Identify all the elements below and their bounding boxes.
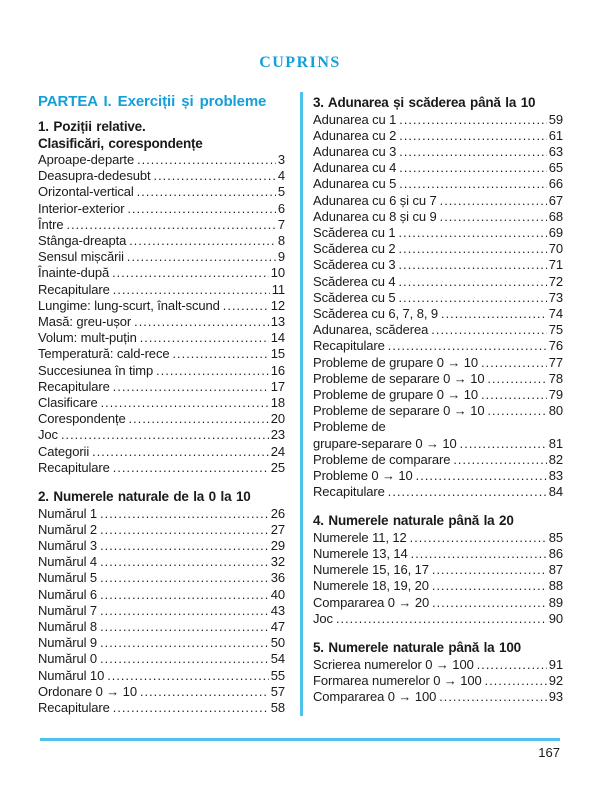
dot-leader: [399, 241, 547, 257]
dot-leader: [113, 700, 269, 716]
section-heading: 1. Poziții relative.: [38, 119, 146, 134]
toc-entry: [313, 241, 563, 257]
section-heading: Clasificări, corespondențe: [38, 135, 203, 151]
toc-entry-page: 82: [548, 451, 563, 467]
toc-entry-page: 85: [548, 529, 563, 545]
dot-leader: [100, 635, 269, 651]
toc-entry-page: 83: [548, 467, 563, 483]
column-divider-rule: [300, 92, 303, 716]
toc-entry-page: 50: [270, 635, 285, 651]
toc-entry-page: 90: [548, 610, 563, 626]
toc-entry-label: Probleme de comparare: [313, 451, 451, 467]
toc-entry: [38, 217, 285, 233]
toc-entry-label: Numărul 4: [38, 554, 98, 570]
toc-entry-page: 71: [548, 257, 563, 273]
toc-entry: [38, 427, 285, 443]
dot-leader: [92, 444, 269, 460]
toc-entry-label: Clasificare: [38, 395, 98, 411]
toc-entry-label: Probleme de grupare 0 → 10: [313, 354, 479, 370]
toc-entry-page: 57: [270, 683, 285, 699]
toc-entry: [313, 436, 563, 452]
toc-entry: [313, 546, 563, 562]
toc-entry: [38, 460, 285, 476]
dot-leader: [460, 436, 547, 452]
dot-leader: [481, 387, 547, 403]
dot-leader: [399, 112, 546, 128]
page-title: CUPRINS: [259, 54, 341, 71]
toc-entry-page: 9: [277, 249, 285, 265]
toc-columns: [38, 92, 563, 716]
toc-entry-page: 78: [548, 370, 563, 386]
toc-entry: [38, 265, 285, 281]
toc-entry-page: 66: [548, 176, 563, 192]
toc-entry: [38, 635, 285, 651]
toc-entry-page: 69: [548, 224, 563, 240]
toc-entry-page: 73: [548, 289, 563, 305]
toc-entry-page: 16: [270, 362, 285, 378]
toc-entry-page: 26: [270, 505, 285, 521]
toc-entry-page: 80: [548, 403, 563, 419]
toc-entry: [313, 322, 563, 338]
toc-entry: [38, 363, 285, 379]
dot-leader: [100, 570, 269, 586]
toc-entry: [313, 611, 563, 627]
toc-entry-page: 67: [548, 192, 563, 208]
dot-leader: [107, 668, 269, 684]
toc-entry-page: 4: [277, 168, 285, 184]
dot-leader: [156, 363, 269, 379]
toc-entry: [38, 379, 285, 395]
dot-leader: [127, 201, 275, 217]
dot-leader: [388, 484, 547, 500]
toc-entry-label: Adunarea cu 6 și cu 7: [313, 192, 437, 208]
toc-entry: [313, 160, 563, 176]
dot-leader: [399, 290, 547, 306]
toc-entry-page: 32: [270, 554, 285, 570]
toc-entry-page: 55: [270, 667, 285, 683]
dot-leader: [223, 298, 269, 314]
toc-entry-label: Numărul 7: [38, 602, 98, 618]
toc-entry: [38, 346, 285, 362]
toc-entry-label: Scăderea cu 6, 7, 8, 9: [313, 305, 438, 321]
toc-entry: [313, 657, 563, 673]
toc-entry-page: 8: [277, 233, 285, 249]
toc-entry-label: Sensul mișcării: [38, 249, 124, 265]
toc-entry-label: Scăderea cu 1: [313, 224, 396, 240]
toc-entry-label: Ordonare 0 → 10: [38, 683, 137, 699]
toc-entry: [38, 570, 285, 586]
toc-entry: [313, 530, 563, 546]
toc-entry-label: Categorii: [38, 443, 90, 459]
toc-entry-page: 92: [548, 672, 563, 688]
dot-leader: [154, 168, 276, 184]
section-heading: 4. Numerele naturale până la 20: [313, 513, 514, 529]
toc-entry-page: 59: [548, 111, 563, 127]
toc-entry-label: Probleme de: [313, 419, 386, 435]
toc-entry-label: Adunarea cu 2: [313, 127, 397, 143]
dot-leader: [399, 144, 546, 160]
toc-entry-label: Adunarea cu 3: [313, 143, 397, 159]
toc-entry-page: 12: [270, 297, 285, 313]
toc-entry: [313, 112, 563, 128]
toc-entry-page: 91: [548, 656, 563, 672]
dot-leader: [172, 346, 268, 362]
footer-rule: [40, 738, 560, 741]
toc-entry-label: Adunarea cu 4: [313, 160, 397, 176]
toc-entry: [313, 578, 563, 594]
dot-leader: [100, 587, 269, 603]
toc-entry-label: Adunarea cu 1: [313, 111, 397, 127]
toc-entry-page: 43: [270, 602, 285, 618]
toc-entry: [38, 506, 285, 522]
toc-entry-page: 81: [548, 435, 563, 451]
dot-leader: [113, 460, 269, 476]
toc-entry-page: 24: [270, 443, 285, 459]
toc-entry: [38, 152, 285, 168]
toc-entry-page: 25: [270, 459, 285, 475]
toc-entry: [38, 603, 285, 619]
toc-section: [313, 95, 563, 500]
toc-entry-label: Corespondențe: [38, 411, 126, 427]
toc-entry-label: Formarea numerelor 0 → 100: [313, 672, 482, 688]
toc-entry: [38, 444, 285, 460]
toc-entry-label: Numărul 5: [38, 570, 98, 586]
toc-entry: [38, 395, 285, 411]
dot-leader: [487, 371, 546, 387]
toc-entry-page: 68: [548, 208, 563, 224]
toc-entry-label: Succesiunea în timp: [38, 362, 154, 378]
toc-entry-label: Numărul 9: [38, 635, 98, 651]
dot-leader: [440, 209, 547, 225]
dot-leader: [399, 160, 546, 176]
dot-leader: [487, 403, 546, 419]
toc-entry-page: 61: [548, 127, 563, 143]
toc-entry-label: Compararea 0 → 20: [313, 594, 430, 610]
toc-entry-page: 75: [548, 322, 563, 338]
toc-entry-label: Recapitulare: [313, 338, 385, 354]
toc-entry-label: Recapitulare: [313, 484, 385, 500]
toc-entry: [313, 274, 563, 290]
toc-entry: [313, 419, 563, 435]
dot-leader: [61, 427, 269, 443]
toc-entry: [313, 209, 563, 225]
toc-entry-page: 23: [270, 427, 285, 443]
toc-entry-page: 88: [548, 578, 563, 594]
dot-leader: [431, 322, 546, 338]
toc-entry-label: Înainte-după: [38, 265, 110, 281]
toc-entry-page: 65: [548, 160, 563, 176]
toc-entry-page: 5: [277, 184, 285, 200]
dot-leader: [416, 468, 547, 484]
dot-leader: [388, 338, 547, 354]
toc-entry-label: Temperatură: cald-rece: [38, 346, 170, 362]
toc-entry: [313, 484, 563, 500]
dot-leader: [112, 265, 269, 281]
toc-entry: [38, 619, 285, 635]
dot-leader: [100, 651, 269, 667]
toc-section: [313, 640, 563, 705]
toc-entry-page: 10: [270, 265, 285, 281]
toc-entry-page: 3: [277, 152, 285, 167]
dot-leader: [410, 530, 547, 546]
toc-entry-label: Interior-exterior: [38, 200, 125, 216]
toc-entry-page: 72: [548, 273, 563, 289]
toc-entry-label: Volum: mult-puțin: [38, 330, 137, 346]
toc-entry: [38, 522, 285, 538]
toc-entry-label: Numărul 10: [38, 667, 105, 683]
dot-leader: [432, 562, 547, 578]
toc-entry-page: 47: [270, 618, 285, 634]
toc-entry-page: 6: [277, 200, 285, 216]
toc-entry-label: Probleme de grupare 0 → 10: [313, 386, 479, 402]
dot-leader: [137, 152, 276, 168]
toc-entry-page: 20: [270, 411, 285, 427]
toc-entry-page: 54: [270, 651, 285, 667]
dot-leader: [399, 274, 547, 290]
toc-entry-label: Stânga-dreapta: [38, 233, 127, 249]
toc-entry-page: 84: [548, 484, 563, 500]
dot-leader: [399, 176, 546, 192]
toc-entry-label: Orizontal-vertical: [38, 184, 134, 200]
toc-entry-page: 89: [548, 594, 563, 610]
toc-entry: [38, 668, 285, 684]
toc-entry-label: Joc: [38, 427, 58, 443]
toc-entry-page: 17: [270, 378, 285, 394]
dot-leader: [453, 452, 546, 468]
dot-leader: [477, 657, 547, 673]
dot-leader: [100, 538, 269, 554]
toc-entry: [38, 554, 285, 570]
toc-entry: [38, 298, 285, 314]
toc-entry-label: Scrierea numerelor 0 → 100: [313, 656, 474, 672]
toc-entry: [38, 249, 285, 265]
toc-entry: [38, 651, 285, 667]
toc-entry-label: Numărul 1: [38, 505, 98, 521]
toc-entry: [313, 452, 563, 468]
toc-entry-page: 79: [548, 386, 563, 402]
toc-entry-page: 40: [270, 586, 285, 602]
toc-entry-label: Numerele 13, 14: [313, 546, 408, 562]
dot-leader: [399, 257, 547, 273]
dot-leader: [113, 379, 269, 395]
section-heading: 2. Numerele naturale de la 0 la 10: [38, 489, 251, 505]
toc-entry-page: 29: [270, 537, 285, 553]
toc-entry-label: Recapitulare: [38, 459, 110, 475]
toc-entry-label: Numărul 6: [38, 586, 98, 602]
section-heading: 5. Numerele naturale până la 100: [313, 640, 521, 656]
toc-entry: [38, 330, 285, 346]
toc-entry-page: 87: [548, 562, 563, 578]
toc-entry-page: 15: [270, 346, 285, 362]
toc-entry-label: Numărul 0: [38, 651, 98, 667]
toc-entry-page: 36: [270, 570, 285, 586]
dot-leader: [439, 689, 547, 705]
dot-leader: [134, 314, 269, 330]
toc-entry: [313, 689, 563, 705]
toc-entry: [313, 673, 563, 689]
dot-leader: [411, 546, 547, 562]
toc-right-column: [313, 92, 563, 716]
dot-leader: [100, 603, 269, 619]
dot-leader: [137, 184, 276, 200]
toc-entry-label: Lungime: lung-scurt, înalt-scund: [38, 297, 220, 313]
toc-entry-label: Scăderea cu 3: [313, 257, 396, 273]
toc-entry: [38, 538, 285, 554]
toc-entry: [313, 595, 563, 611]
toc-entry-label: Probleme de separare 0 → 10: [313, 403, 485, 419]
toc-entry: [313, 176, 563, 192]
toc-entry-page: 13: [270, 314, 285, 330]
toc-entry: [38, 184, 285, 200]
toc-entry: [313, 257, 563, 273]
toc-entry-label: Recapitulare: [38, 281, 110, 297]
toc-entry-page: 7: [277, 216, 285, 232]
dot-leader: [113, 282, 270, 298]
toc-entry-page: 14: [270, 330, 285, 346]
dot-leader: [432, 595, 547, 611]
toc-entry: [313, 371, 563, 387]
toc-entry: [38, 411, 285, 427]
dot-leader: [129, 233, 276, 249]
toc-entry-label: Numerele 15, 16, 17: [313, 562, 429, 578]
toc-entry-page: 76: [548, 338, 563, 354]
toc-entry-label: Scăderea cu 4: [313, 273, 396, 289]
toc-entry-label: Scăderea cu 5: [313, 289, 396, 305]
toc-entry-page: 11: [271, 281, 285, 297]
toc-entry-page: 58: [270, 700, 285, 715]
toc-section: [38, 119, 285, 476]
toc-entry: [313, 562, 563, 578]
dot-leader: [441, 306, 547, 322]
toc-entry-label: Adunarea cu 8 și cu 9: [313, 208, 437, 224]
toc-entry-label: Deasupra-dedesubt: [38, 168, 151, 184]
part-heading: PARTEA I. Exerciții și probleme: [38, 93, 267, 110]
toc-entry-label: Compararea 0 → 100: [313, 689, 437, 704]
dot-leader: [100, 522, 269, 538]
toc-entry-label: grupare-separare 0 → 10: [313, 435, 457, 451]
toc-entry: [313, 144, 563, 160]
toc-entry-label: Între: [38, 216, 64, 232]
toc-entry: [313, 387, 563, 403]
dot-leader: [399, 225, 547, 241]
toc-entry: [313, 128, 563, 144]
toc-entry-label: Aproape-departe: [38, 152, 135, 167]
dot-leader: [140, 684, 269, 700]
toc-entry-page: 74: [548, 305, 563, 321]
dot-leader: [440, 193, 547, 209]
dot-leader: [432, 578, 547, 594]
toc-entry: [38, 684, 285, 700]
toc-entry-label: Probleme 0 → 10: [313, 467, 413, 483]
toc-entry: [313, 306, 563, 322]
dot-leader: [101, 395, 269, 411]
toc-entry-label: Numerele 18, 19, 20: [313, 578, 429, 594]
toc-entry-label: Adunarea, scăderea: [313, 322, 429, 338]
toc-entry-page: 77: [548, 354, 563, 370]
toc-entry: [38, 700, 285, 716]
toc-entry: [38, 282, 285, 298]
toc-entry-label: Masă: greu-ușor: [38, 314, 132, 330]
dot-leader: [67, 217, 276, 233]
toc-entry-label: Recapitulare: [38, 378, 110, 394]
dot-leader: [100, 619, 269, 635]
toc-entry-page: 27: [270, 521, 285, 537]
toc-entry: [313, 290, 563, 306]
section-heading: 3. Adunarea și scăderea până la 10: [313, 95, 536, 110]
toc-entry-page: 86: [548, 546, 563, 562]
toc-entry-page: 70: [548, 241, 563, 257]
toc-entry-label: Recapitulare: [38, 700, 110, 715]
dot-leader: [140, 330, 269, 346]
page-number: 167: [538, 745, 560, 760]
toc-entry-label: Scăderea cu 2: [313, 241, 396, 257]
toc-entry-label: Numerele 11, 12: [313, 529, 407, 545]
dot-leader: [485, 673, 547, 689]
toc-entry-page: 63: [548, 143, 563, 159]
toc-section: [38, 489, 285, 716]
toc-entry-label: Numărul 2: [38, 521, 98, 537]
dot-leader: [100, 554, 269, 570]
dot-leader: [481, 355, 547, 371]
toc-entry-label: Probleme de separare 0 → 10: [313, 370, 485, 386]
toc-entry-label: Adunarea cu 5: [313, 176, 397, 192]
dot-leader: [127, 249, 276, 265]
toc-section: [313, 513, 563, 627]
toc-entry-label: Numărul 8: [38, 618, 98, 634]
toc-entry-page: 93: [548, 689, 563, 704]
dot-leader: [336, 611, 547, 627]
toc-entry: [38, 201, 285, 217]
toc-entry: [313, 468, 563, 484]
toc-entry: [38, 233, 285, 249]
toc-entry-page: 18: [270, 395, 285, 411]
toc-entry: [38, 168, 285, 184]
toc-left-column: [38, 92, 285, 716]
toc-entry: [38, 587, 285, 603]
toc-entry: [313, 225, 563, 241]
toc-entry-label: Numărul 3: [38, 537, 98, 553]
toc-entry: [38, 314, 285, 330]
toc-entry: [313, 403, 563, 419]
toc-entry-label: Joc: [313, 610, 333, 626]
toc-entry: [313, 355, 563, 371]
dot-leader: [129, 411, 269, 427]
dot-leader: [399, 128, 546, 144]
toc-entry: [313, 338, 563, 354]
toc-entry: [313, 193, 563, 209]
dot-leader: [100, 506, 269, 522]
